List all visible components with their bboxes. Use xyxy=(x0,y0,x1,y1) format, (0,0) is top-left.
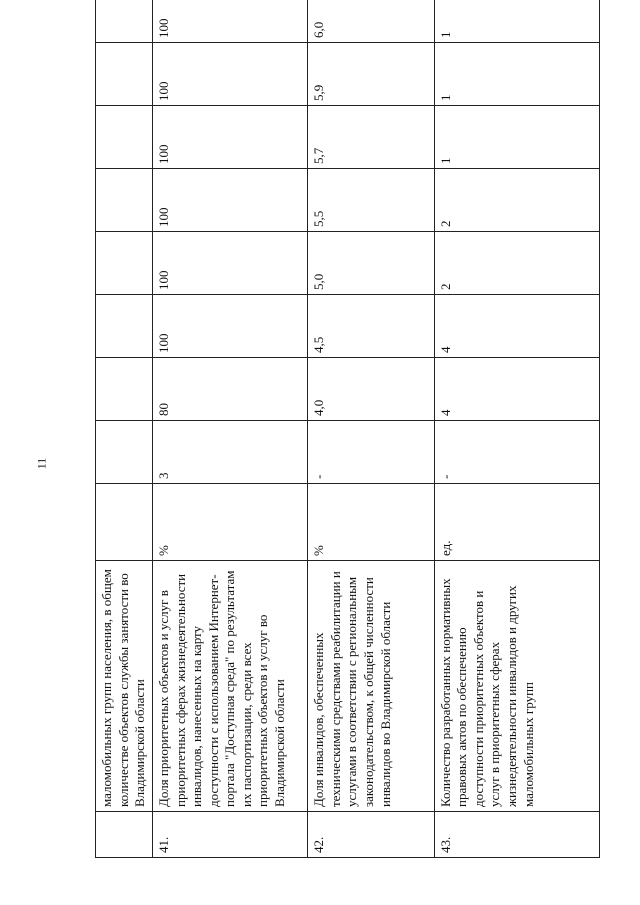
table-row xyxy=(308,0,434,858)
value-cell: 100 xyxy=(152,0,307,43)
value-cell: 100 xyxy=(152,106,307,169)
value-cell xyxy=(96,232,153,295)
value-cell: 1 xyxy=(434,106,599,169)
indicator-name-cell: маломобильных групп населения, в общем количестве объектов службы занятости во Владимирской области xyxy=(96,561,153,812)
unit-cell: % xyxy=(152,484,307,561)
indicator-name-cell: Доля приоритетных объектов и услуг в приоритетных сферах жизнедеятельности инвалидов, нанесенных на карту доступности с использованием Интернет-портала "Доступная среда" по результатам их паспортизации, среди всех приоритетных объектов и услуг во Владимирской области xyxy=(152,561,307,812)
page-number: 11 xyxy=(34,457,49,470)
value-cell: 100 xyxy=(152,43,307,106)
table-row xyxy=(152,0,307,858)
row-number-cell xyxy=(96,812,153,858)
value-cell: - xyxy=(308,421,434,484)
value-cell: 4 xyxy=(434,358,599,421)
value-cell: 100 xyxy=(152,295,307,358)
value-cell: 100 xyxy=(152,169,307,232)
value-cell: 4 xyxy=(434,295,599,358)
indicator-name-cell: Количество разработанных нормативных правовых актов по обеспечению доступности приоритетных объектов и услуг в приоритетных сферах жизнедеятельности инвалидов и других маломобильных групп xyxy=(434,561,599,812)
value-cell: 80 xyxy=(152,358,307,421)
value-cell: 4,0 xyxy=(308,358,434,421)
value-cell: - xyxy=(434,421,599,484)
value-cell: 5,7 xyxy=(308,106,434,169)
value-cell xyxy=(96,0,153,43)
value-cell: 6,0 xyxy=(308,0,434,43)
value-cell: 5,9 xyxy=(308,43,434,106)
value-cell: 1 xyxy=(434,0,599,43)
unit-cell: ед. xyxy=(434,484,599,561)
indicators-table xyxy=(95,0,600,858)
value-cell: 2 xyxy=(434,169,599,232)
value-cell: 2 xyxy=(434,232,599,295)
value-cell xyxy=(96,106,153,169)
table-row xyxy=(96,0,153,858)
unit-cell xyxy=(96,484,153,561)
value-cell xyxy=(96,295,153,358)
value-cell xyxy=(96,421,153,484)
row-number-cell: 41. xyxy=(152,812,307,858)
value-cell: 3 xyxy=(152,421,307,484)
unit-cell: % xyxy=(308,484,434,561)
value-cell: 100 xyxy=(152,232,307,295)
indicator-name-cell: Доля инвалидов, обеспеченных техническими средствами реабилитации и услугами в соответствии с региональным законодательством, к общей численности инвалидов во Владимирской области xyxy=(308,561,434,812)
value-cell: 5,5 xyxy=(308,169,434,232)
value-cell: 4,5 xyxy=(308,295,434,358)
row-number-cell: 42. xyxy=(308,812,434,858)
value-cell xyxy=(96,169,153,232)
rotated-table-container xyxy=(95,18,600,858)
value-cell xyxy=(96,43,153,106)
value-cell xyxy=(96,358,153,421)
table-row xyxy=(434,0,599,858)
row-number-cell: 43. xyxy=(434,812,599,858)
value-cell: 1 xyxy=(434,43,599,106)
value-cell: 5,0 xyxy=(308,232,434,295)
